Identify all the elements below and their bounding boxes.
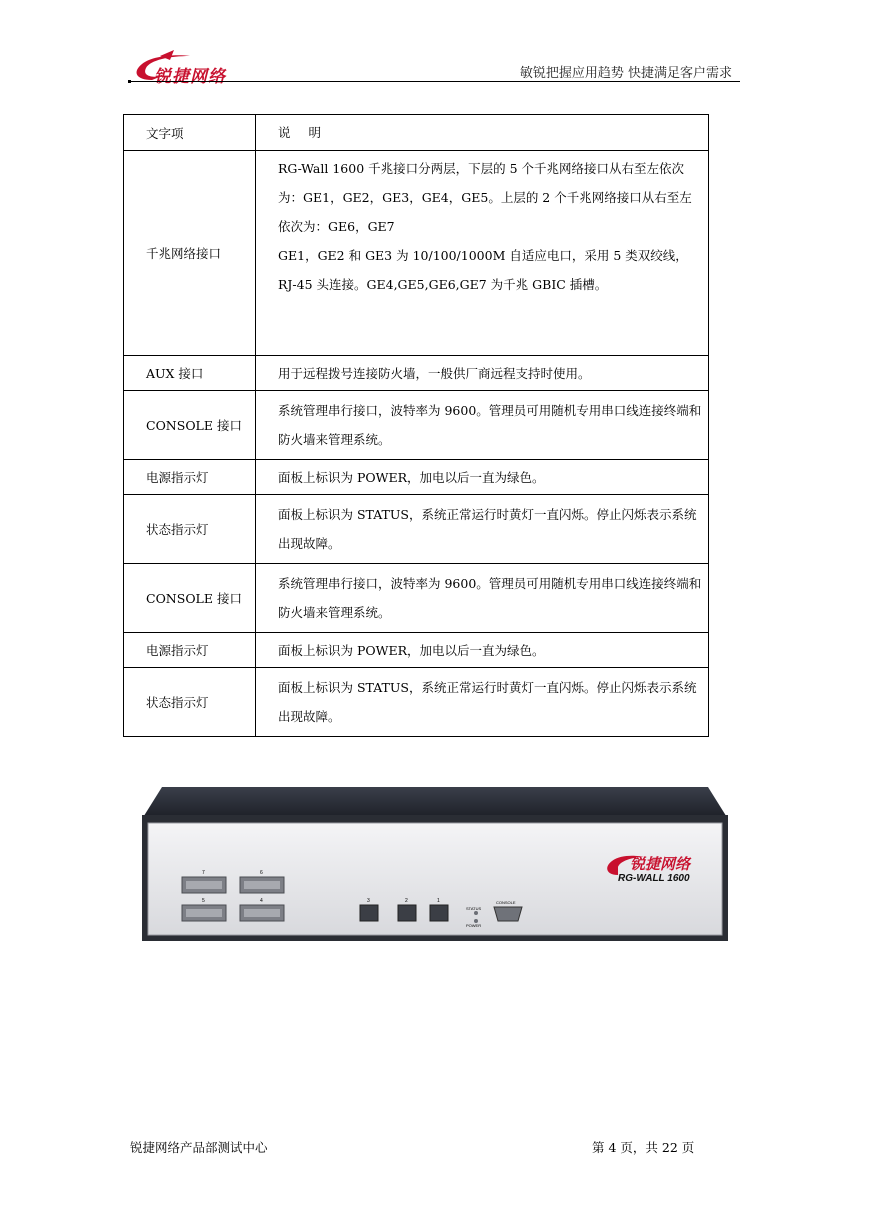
row-desc-paragraph: GE1，GE2 和 GE3 为 10/100/1000M 自适应电口，采用 5 类双绞线，RJ-45 头连接。GE4,GE5,GE6,GE7 为千兆 GBIC 插槽。: [278, 248, 688, 292]
header-rule: [130, 81, 740, 82]
logo-brand-text: 锐捷网络: [154, 67, 226, 87]
table-row: [124, 668, 709, 737]
row-desc: 系统管理串行接口，波特率为 9600。管理员可用随机专用串口线连接终端和防火墙来管理系统。: [256, 564, 709, 633]
company-logo: [130, 50, 280, 87]
row-name: 状态指示灯: [124, 668, 256, 737]
column-header-item: 文字项: [124, 115, 256, 151]
slot-label: 7: [202, 870, 205, 876]
footer-department: 锐捷网络产品部测试中心: [130, 1140, 268, 1155]
row-desc: 面板上标识为 POWER，加电以后一直为绿色。: [256, 460, 709, 495]
slot-label: 4: [260, 898, 263, 904]
row-name: 状态指示灯: [124, 495, 256, 564]
table-row: [124, 151, 709, 356]
table-row: [124, 356, 709, 391]
spec-table: [123, 114, 709, 737]
row-desc: 面板上标识为 STATUS，系统正常运行时黄灯一直闪烁。停止闪烁表示系统出现故障。: [256, 495, 709, 564]
row-name: AUX 接口: [124, 356, 256, 391]
slot-label: 6: [260, 870, 263, 876]
table-row: [124, 633, 709, 668]
row-desc: 面板上标识为 POWER，加电以后一直为绿色。: [256, 633, 709, 668]
table-row: [124, 564, 709, 633]
table-row: [124, 495, 709, 564]
table-row: [124, 391, 709, 460]
row-name: 电源指示灯: [124, 460, 256, 495]
port-label: 3: [367, 898, 370, 904]
row-name: CONSOLE 接口: [124, 564, 256, 633]
port-label: 2: [405, 898, 408, 904]
row-name: CONSOLE 接口: [124, 391, 256, 460]
status-led-label: STATUS: [466, 906, 482, 911]
row-desc-paragraph: RG-Wall 1600 千兆接口分两层，下层的 5 个千兆网络接口从右至左依次为：GE1，GE2，GE3，GE4，GE5。上层的 2 个千兆网络接口从右至左依次为：GE6，GE7: [278, 161, 692, 234]
row-name: 千兆网络接口: [124, 151, 256, 356]
row-desc: 用于远程拨号连接防火墙，一般供厂商远程支持时使用。: [256, 356, 709, 391]
table-header-row: [124, 115, 709, 151]
row-desc: 系统管理串行接口，波特率为 9600。管理员可用随机专用串口线连接终端和防火墙来管理系统。: [256, 391, 709, 460]
port-label: 1: [437, 898, 440, 904]
power-led-label: POWER: [466, 923, 482, 928]
device-model-text: RG-WALL 1600: [618, 873, 690, 884]
row-desc: 面板上标识为 STATUS，系统正常运行时黄灯一直闪烁。停止闪烁表示系统出现故障。: [256, 668, 709, 737]
device-photo: [140, 785, 730, 945]
table-row: [124, 460, 709, 495]
header-slogan: 敏锐把握应用趋势 快捷满足客户需求: [519, 66, 732, 81]
slot-label: 5: [202, 898, 205, 904]
device-brand-text: 锐捷网络: [630, 855, 691, 873]
console-port-label: CONSOLE: [496, 900, 516, 905]
column-header-desc: 说 明: [256, 115, 709, 151]
footer-page-number: 第 4 页，共 22 页: [592, 1140, 695, 1155]
row-name: 电源指示灯: [124, 633, 256, 668]
row-desc: [256, 151, 709, 356]
